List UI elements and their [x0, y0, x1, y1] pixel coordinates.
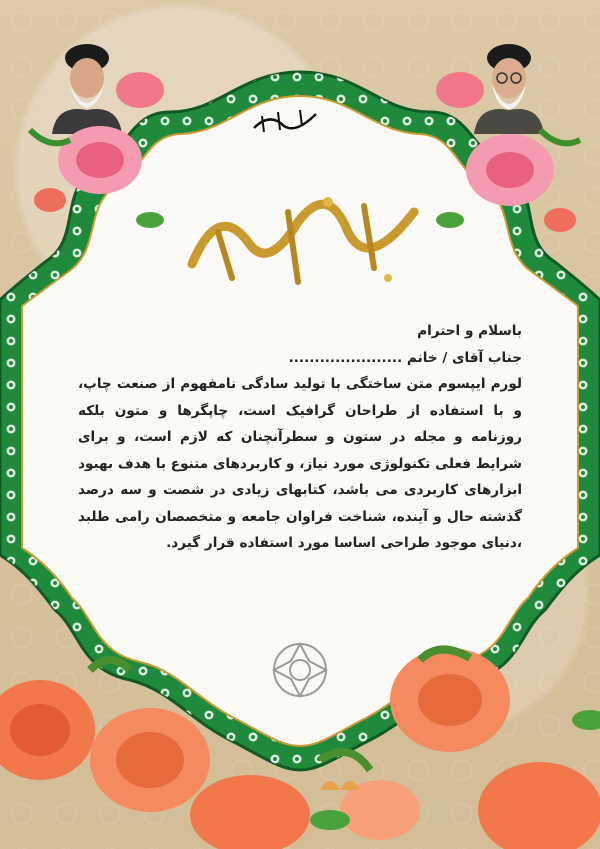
body-paragraph: لورم ایپسوم متن ساختگی با تولید سادگی نامفهوم از صنعت چاپ، و با استفاده از طراحان گرافیک است، چاپگرها و متون بلکه روزنامه و مجله در ستون و سطرآنچنان که لازم است، و برای شرایط فعلی تکنولوژی مورد نیاز، و کاربردهای متنوع با هدف بهبود ابزارهای کاربردی می باشد، کتابهای زیادی در شصت و سه درصد گذشته حال و آینده، شناخت فراوان جامعه و متخصصان رامی طلبد ،دنیای موجود طراحی اساسا مورد استفاده قرار گیرد.: [78, 376, 522, 551]
bottom-flowers-icon: [0, 640, 600, 849]
greeting-line: باسلام و احترام: [417, 323, 522, 339]
top-right-flowers-icon: [430, 70, 590, 240]
bismillah-calligraphy-icon: [250, 104, 320, 138]
top-left-flowers-icon: [20, 70, 180, 240]
certificate-body: [78, 318, 522, 557]
title-calligraphy-icon: [178, 182, 428, 292]
recipient-line: جناب آقای / خانم ......................: [288, 349, 522, 366]
